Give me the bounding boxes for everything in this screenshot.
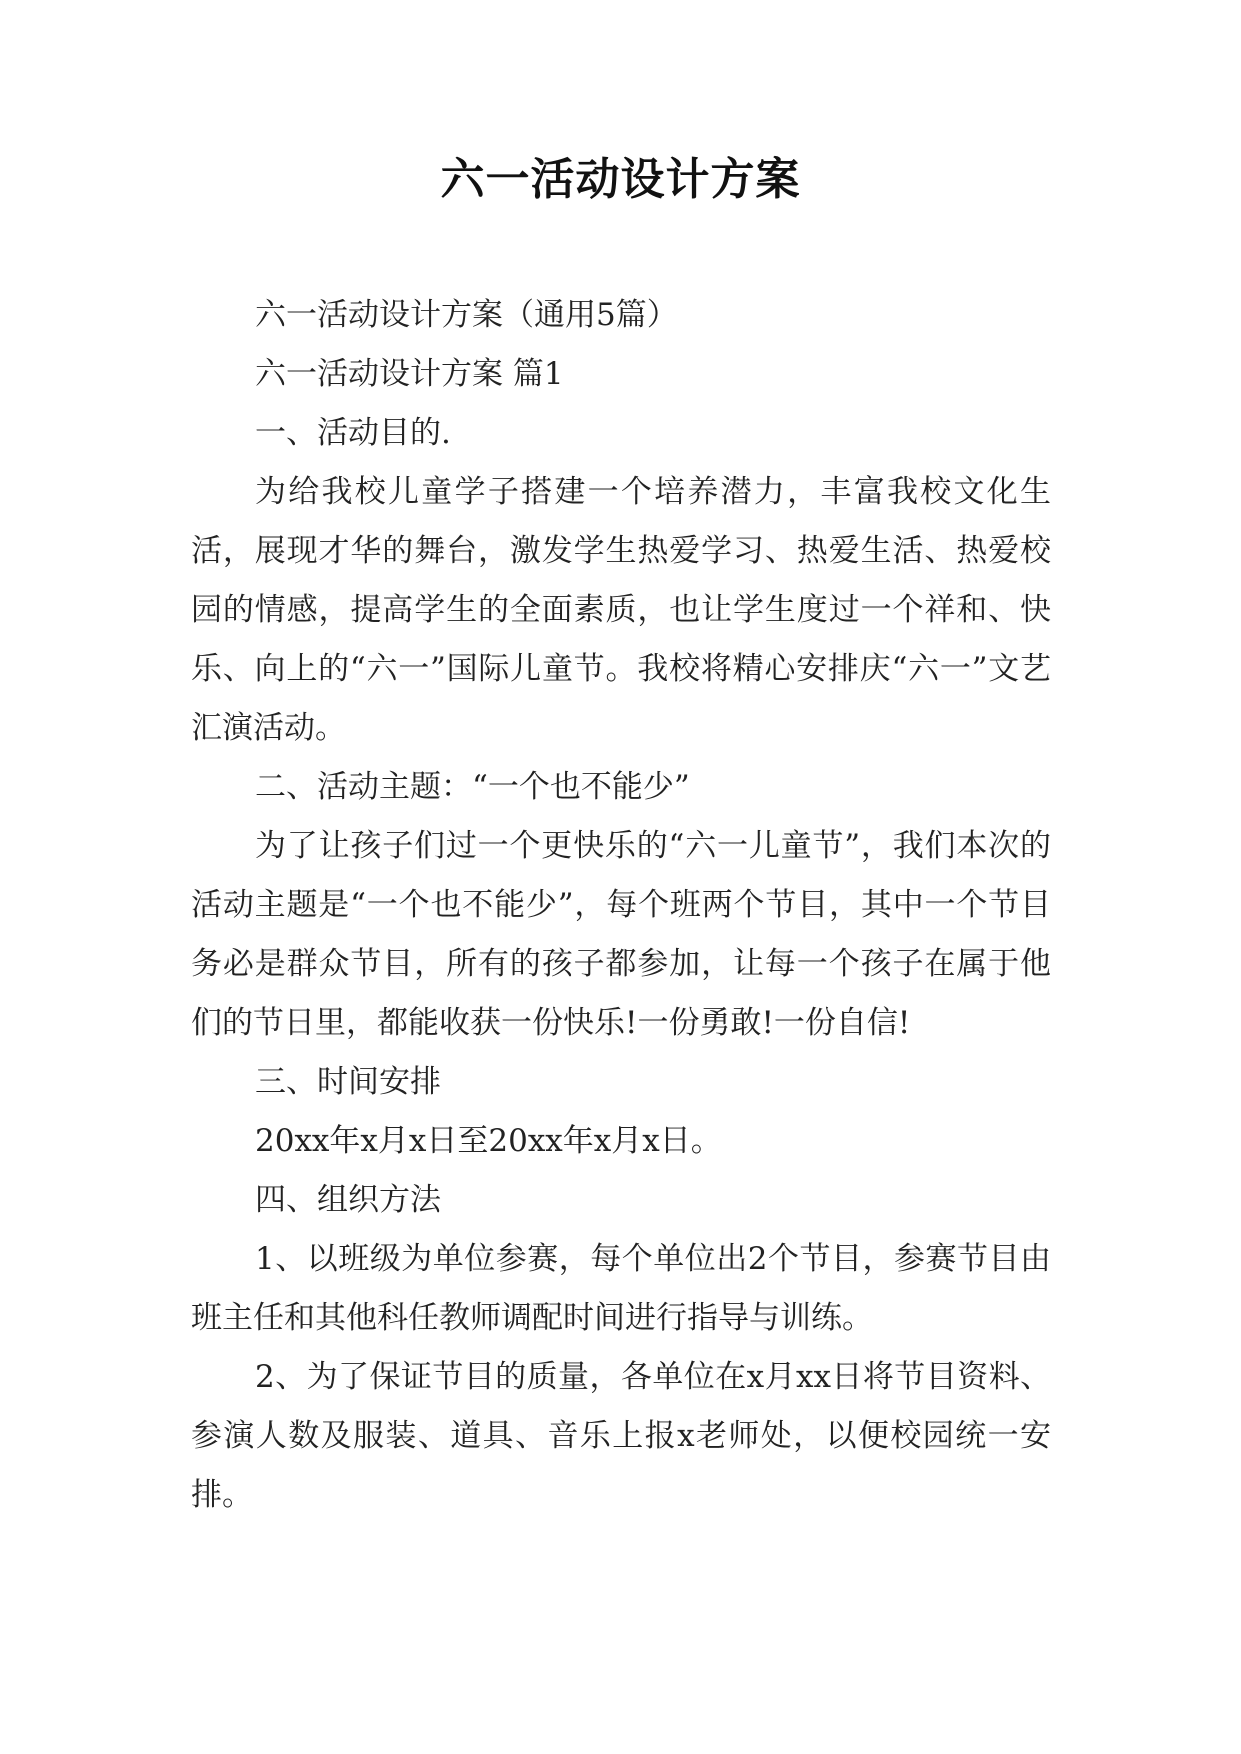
- paragraph-activity-purpose: 为给我校儿童学子搭建一个培养潜力，丰富我校文化生活，展现才华的舞台，激发学生热爱学习、热爱生活、热爱校园的情感，提高学生的全面素质，也让学生度过一个祥和、快乐、向上的“六一”国际儿童节。我校将精心安排庆“六一”文艺汇演活动。: [191, 474, 1051, 746]
- document-body: [191, 286, 1051, 1525]
- heading-activity-purpose: 一、活动目的.: [255, 415, 451, 451]
- document-title: 六一活动设计方案: [440, 154, 801, 205]
- paragraph-time-arrangement: 20xx年x月x日至20xx年x月x日。: [255, 1123, 722, 1159]
- paragraph-organization-item-1: 1、以班级为单位参赛，每个单位出2个节目，参赛节目由班主任和其他科任教师调配时间进行指导与训练。: [191, 1241, 1051, 1336]
- heading-activity-theme: 二、活动主题：“一个也不能少”: [255, 769, 690, 805]
- paragraph-activity-theme: 为了让孩子们过一个更快乐的“六一儿童节”，我们本次的活动主题是“一个也不能少”，每个班两个节目，其中一个节目务必是群众节目，所有的孩子都参加，让每一个孩子在属于他们的节日里，都能收获一份快乐!一份勇敢!一份自信!: [191, 828, 1051, 1041]
- heading-organization-method: 四、组织方法: [255, 1182, 441, 1218]
- heading-time-arrangement: 三、时间安排: [255, 1064, 441, 1100]
- paragraph-organization-item-2: 2、为了保证节目的质量，各单位在x月xx日将节目资料、参演人数及服装、道具、音乐上报x老师处，以便校园统一安排。: [191, 1359, 1051, 1513]
- subtitle-paragraph: 六一活动设计方案（通用5篇）: [255, 297, 678, 333]
- section-heading-part1: 六一活动设计方案 篇1: [255, 356, 564, 392]
